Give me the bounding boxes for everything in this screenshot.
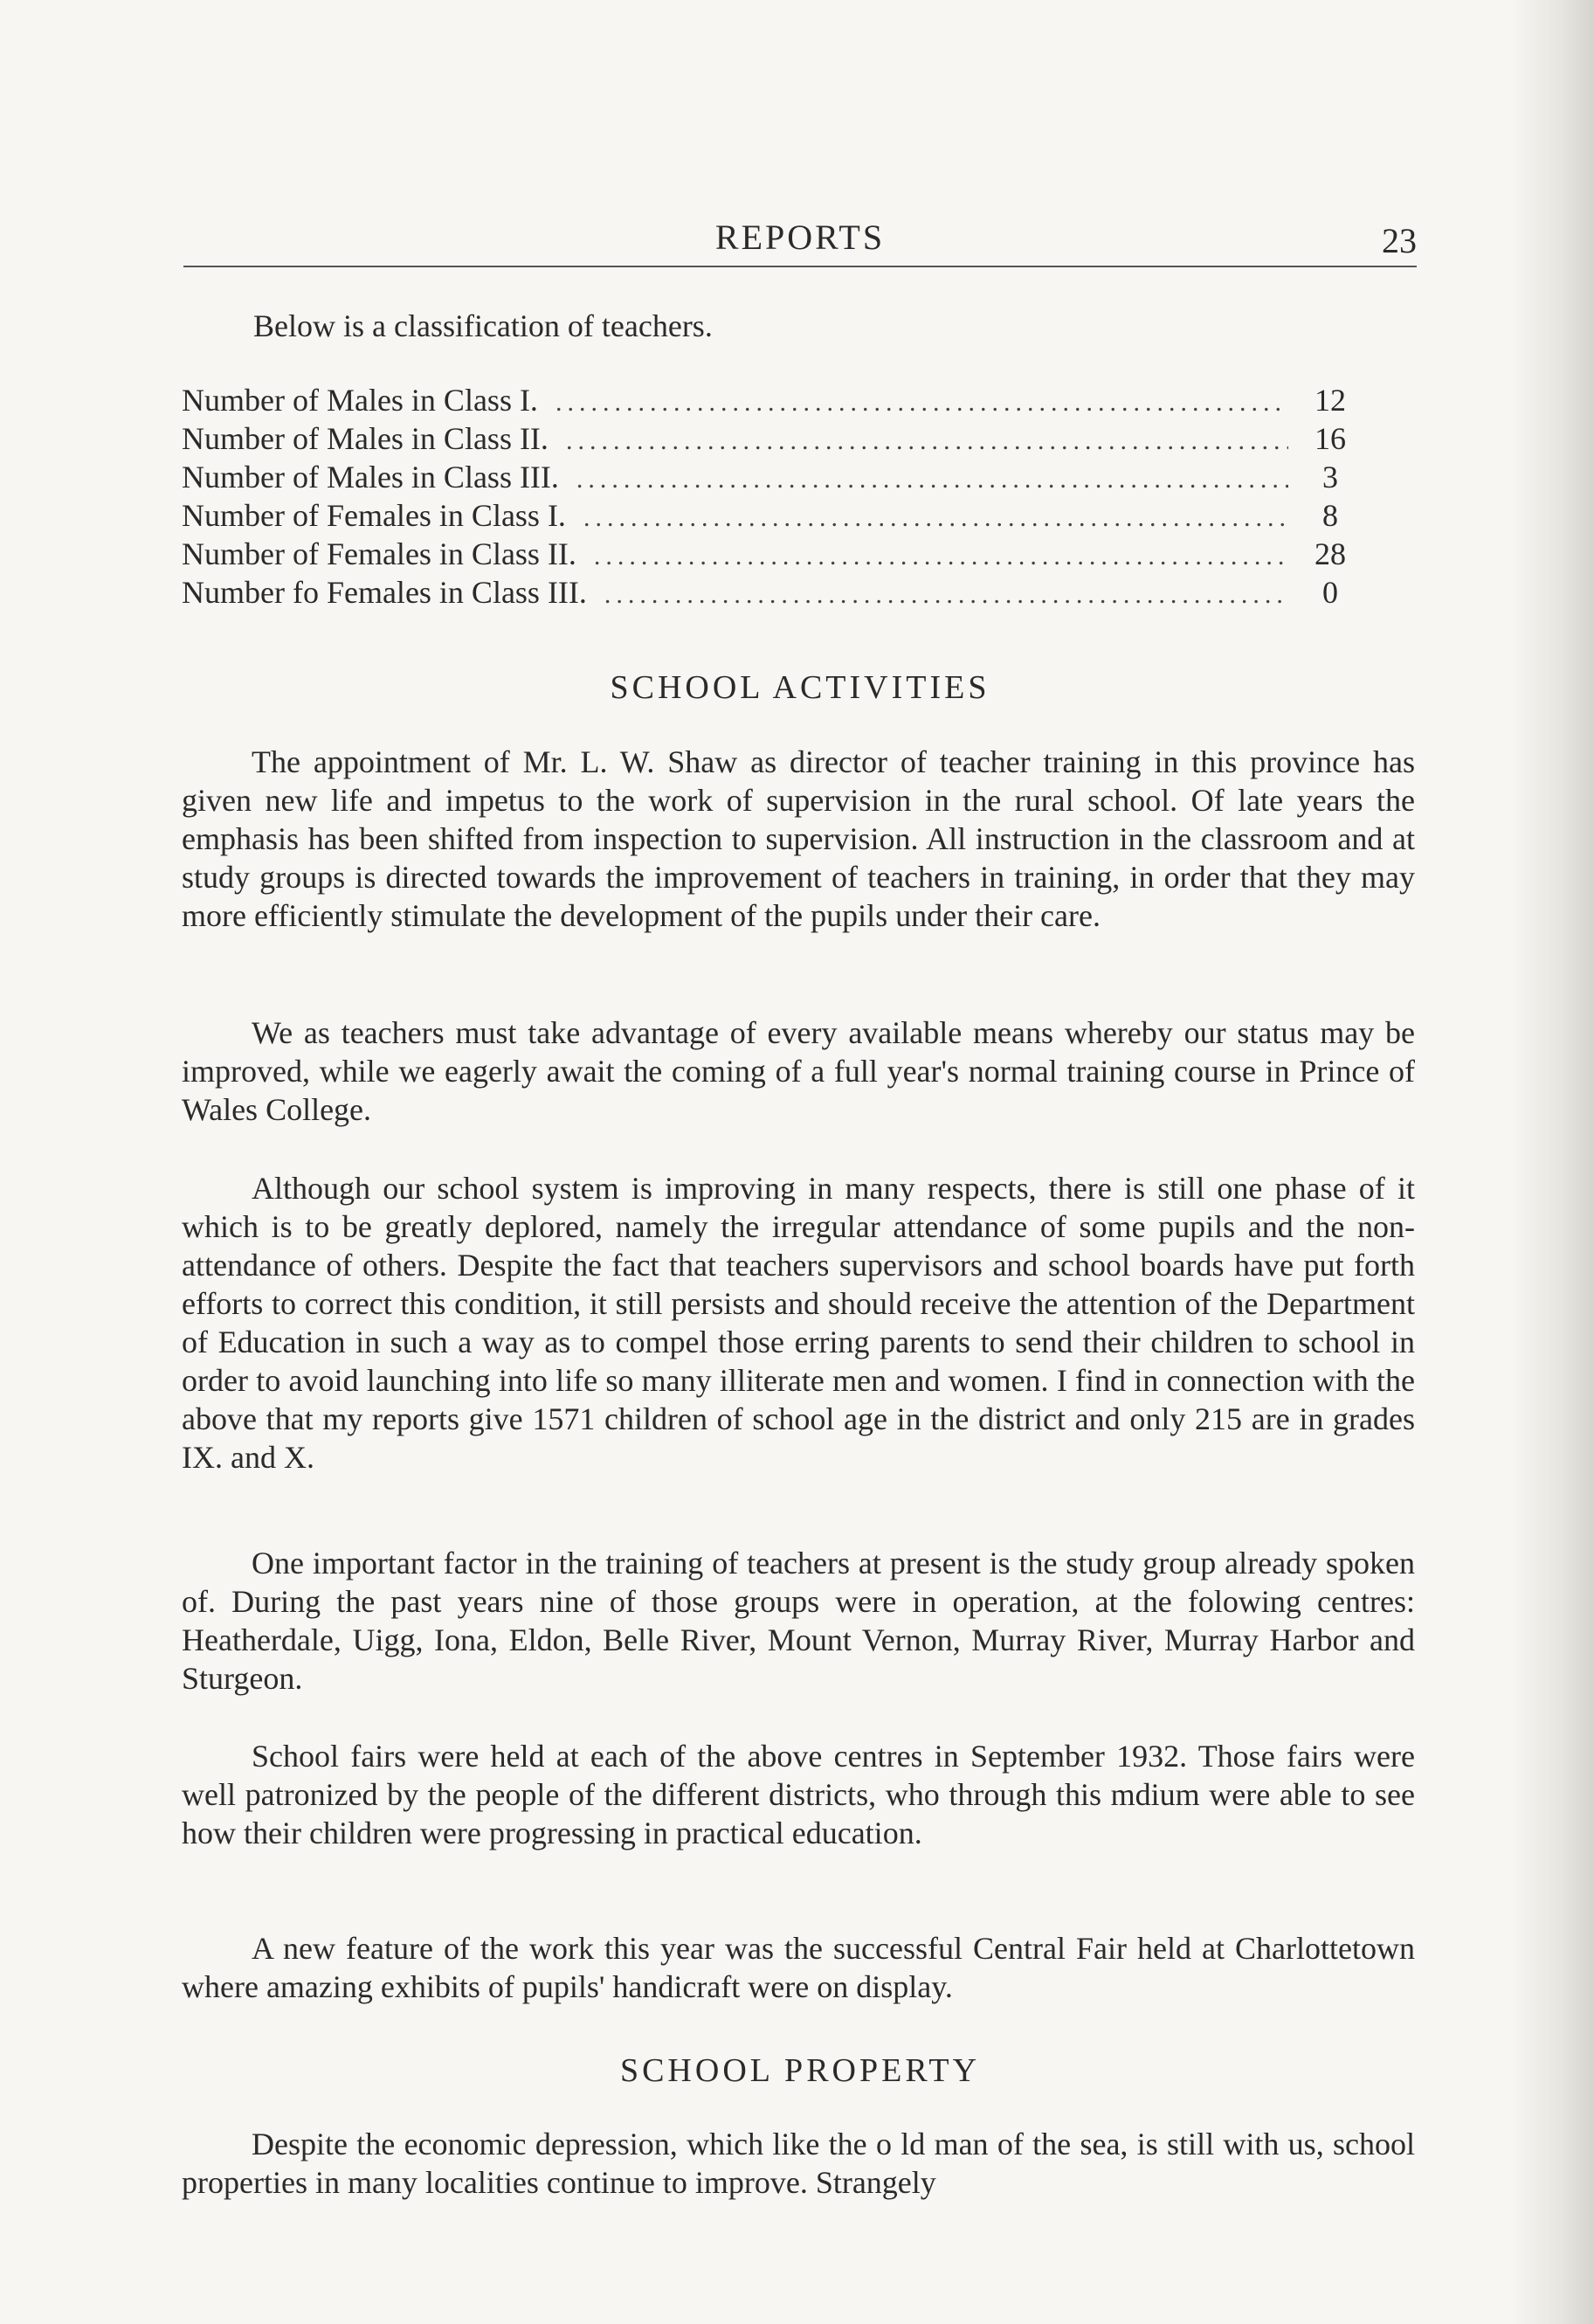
paragraph: Despite the economic depression, which like the o ld man of the sea, is still with us, school properties in many localities continue to improve. Strangely <box>182 2127 1415 2200</box>
classification-count: 8 <box>1322 498 1338 533</box>
classification-count: 16 <box>1315 421 1346 456</box>
classification-label: Number fo Females in Class III. <box>182 575 587 610</box>
classification-row <box>182 420 1356 459</box>
paragraph: The appointment of Mr. L. W. Shaw as director of teacher training in this province has given new life and impetus to the work of supervision in the rural school. Of late years the emphasis has been shifted from inspection to supervision. All instruction in the classroom and at study groups is directed towards the improvement of teachers in training, in order that they may more efficiently stimulate the development of the pupils under their care. <box>182 744 1415 933</box>
page-header <box>183 210 1417 271</box>
page-number: 23 <box>1382 221 1417 260</box>
classification-count: 12 <box>1315 383 1346 418</box>
classification-label: Number of Females in Class II. <box>182 536 576 571</box>
running-head: REPORTS <box>714 218 886 257</box>
section-title-school-activities: SCHOOL ACTIVITIES <box>610 669 990 706</box>
section-title-school-property: SCHOOL PROPERTY <box>619 2052 981 2089</box>
dot-leader <box>555 388 1288 418</box>
classification-count: 3 <box>1322 460 1338 495</box>
paragraph: Although our school system is improving in many respects, there is still one phase of it which is to be greatly deplored, namely the irregular attendance of some pupils and the non-attendance of others. Despite the fact that teachers supervisors and school boards have put forth efforts to correct this condition, it still persists and should receive the attention of the Department of Education in such a way as to compel those erring parents to send their children to school in order to avoid launching into life so many illiterate men and women. I find in connection with the above that my reports give 1571 children of school age in the district and only 215 are in grades IX. and X. <box>182 1171 1415 1475</box>
classification-row <box>182 574 1356 612</box>
dot-leader <box>594 542 1288 571</box>
classification-row <box>182 536 1356 574</box>
teacher-classification-list <box>182 382 1356 612</box>
paragraph: A new feature of the work this year was the successful Central Fair held at Charlottetown where amazing exhibits of pupils' handicraft were on display. <box>182 1931 1415 2004</box>
header-rule <box>183 266 1417 267</box>
classification-label: Number of Males in Class I. <box>182 383 538 418</box>
paragraph: School fairs were held at each of the above centres in September 1932. Those fairs were well patronized by the people of the different districts, who through this mdium were able to see how their children were progressing in practical education. <box>182 1739 1415 1850</box>
paragraph: We as teachers must take advantage of every available means whereby our status may be improved, while we eagerly await the coming of a full year's normal training course in Prince of Wales College. <box>182 1015 1415 1127</box>
classification-row <box>182 497 1356 536</box>
classification-row <box>182 382 1356 420</box>
classification-label: Number of Females in Class I. <box>182 498 566 533</box>
dot-leader <box>576 465 1288 495</box>
page-edge-shadow <box>1511 0 1594 2324</box>
classification-row <box>182 459 1356 497</box>
classification-label: Number of Males in Class II. <box>182 421 549 456</box>
dot-leader <box>604 580 1288 610</box>
classification-count: 0 <box>1322 575 1338 610</box>
dot-leader <box>583 503 1288 533</box>
dot-leader <box>566 426 1288 456</box>
classification-label: Number of Males in Class III. <box>182 460 559 495</box>
classification-intro: Below is a classification of teachers. <box>253 308 713 343</box>
classification-count: 28 <box>1315 536 1346 571</box>
paragraph: One important factor in the training of teachers at present is the study group already spoken of. During the past years nine of those groups were in operation, at the folowing centres: Heatherdale, Uigg, Iona, Eldon, Belle River, Mount Vernon, Murray River, Murray Harbor and Sturgeon. <box>182 1546 1415 1696</box>
